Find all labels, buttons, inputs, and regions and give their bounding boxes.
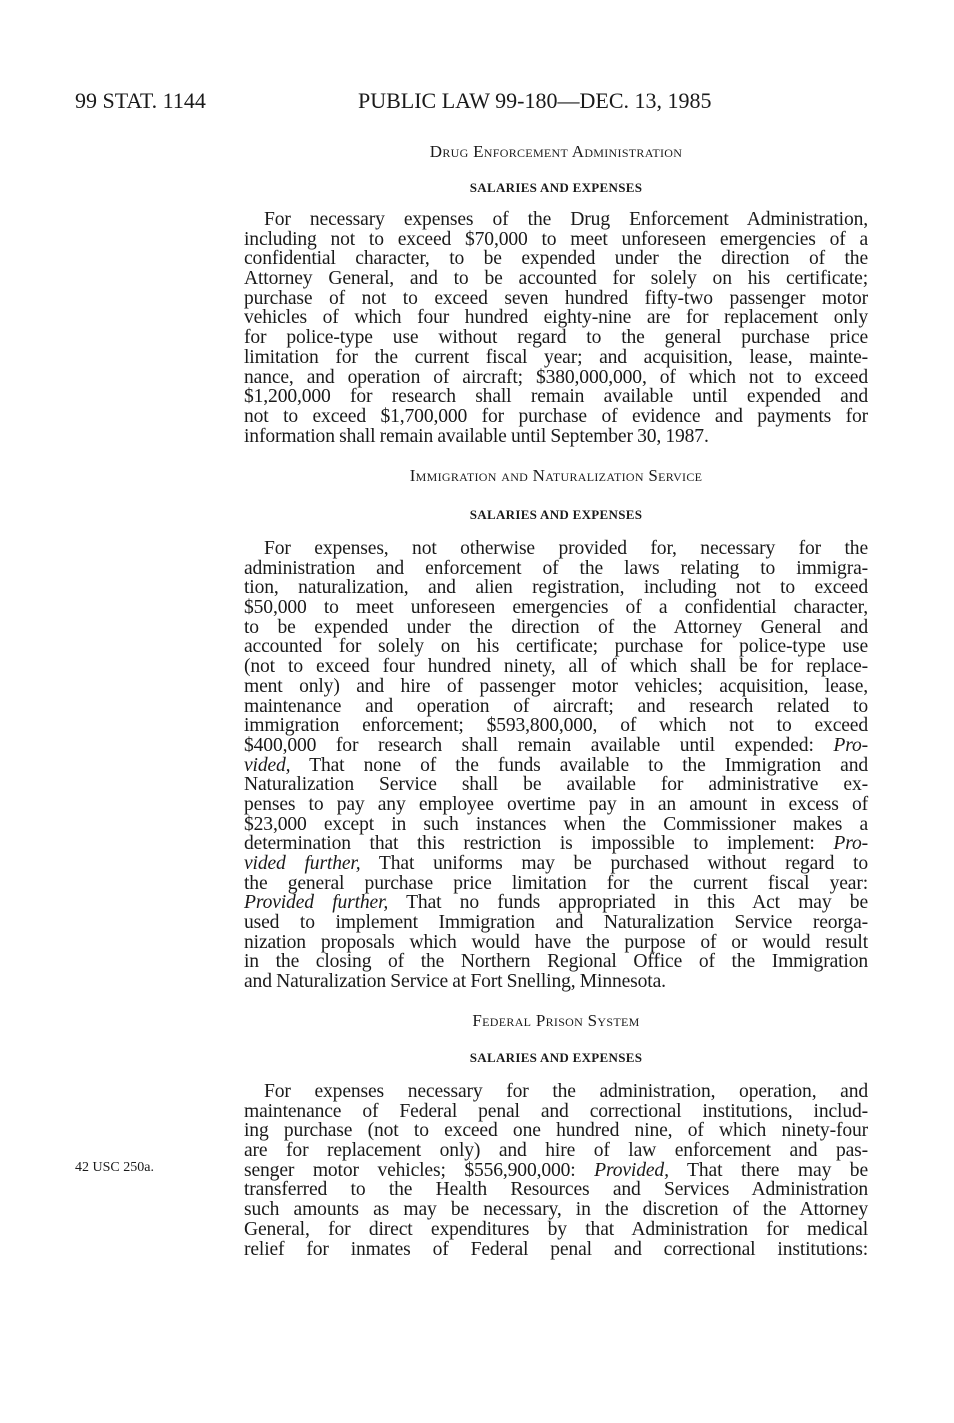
text-line: nance, and operation of aircraft; $380,000,000, of which not to exceed (244, 366, 868, 388)
italic-proviso: Provided, (594, 1159, 669, 1181)
text-segment: determination that this restriction is impossible to implement: (244, 833, 834, 855)
text-line: For expenses, not otherwise provided for, necessary for the (264, 538, 868, 559)
text-line: (not to exceed four hundred ninety, all of which shall be for replace- (244, 656, 868, 678)
text-line: administration and enforcement of the laws relating to immigra- (244, 557, 868, 579)
section-heading-text: Immigration and Naturalization Service (409, 466, 703, 485)
text-line: For necessary expenses of the Drug Enforcement Administration, (264, 209, 868, 230)
text-line: are for replacement only) and hire of law enforcement and pas- (244, 1140, 868, 1162)
text-line: General, for direct expenditures by that Administration for medical (244, 1218, 868, 1240)
margin-citation: 42 USC 250a. (75, 1160, 154, 1175)
italic-proviso: Pro- (833, 734, 868, 756)
text-line: relief for inmates of Federal penal and correctional institutions: (244, 1238, 868, 1260)
text-line: $1,200,000 for research shall remain available until expended and (244, 386, 868, 408)
section-paragraph (244, 210, 868, 446)
section-heading (244, 466, 868, 486)
italic-proviso: vided further, (244, 853, 361, 874)
text-line: not to exceed $1,700,000 for purchase of evidence and payments for (244, 405, 868, 427)
section-paragraph (244, 539, 868, 992)
text-line: maintenance of Federal penal and correctional institutions, includ- (244, 1100, 868, 1122)
text-line (244, 893, 868, 913)
text-line: confidential character, to be expended under the direction of the (244, 248, 868, 270)
italic-proviso: vided, (244, 754, 291, 776)
text-line: vehicles of which four hundred eighty-nine are for replacement only (244, 307, 868, 329)
text-line: information shall remain available until September 30, 1987. (244, 425, 709, 447)
text-line (244, 854, 868, 874)
text-line: including not to exceed $70,000 to meet unforeseen emergencies of a (244, 228, 868, 250)
text-line: tion, naturalization, and alien registration, including not to exceed (244, 577, 868, 599)
text-line: For expenses necessary for the administration, operation, and (264, 1081, 868, 1102)
text-line: Naturalization Service shall be available for administrative ex- (244, 774, 868, 796)
text-segment: senger motor vehicles; $556,900,000: (244, 1159, 595, 1181)
section-heading (244, 1011, 868, 1031)
text-line: ing purchase (not to exceed one hundred nine, of which ninety-four (244, 1120, 868, 1142)
section-subheading: SALARIES AND EXPENSES (469, 507, 643, 522)
text-line: immigration enforcement; $593,800,000, of which not to exceed (244, 715, 868, 737)
italic-proviso: Provided further, (244, 892, 389, 914)
section-subheading: SALARIES AND EXPENSES (469, 180, 643, 195)
text-line: used to implement Immigration and Naturalization Service reorga- (244, 912, 868, 934)
text-line: nization proposals which would have the purpose of or would result (244, 931, 868, 953)
text-line: ment only) and hire of passenger motor vehicles; acquisition, lease, (244, 675, 868, 697)
text-segment: That uniforms may be purchased without regard to (360, 853, 868, 874)
italic-proviso: Pro- (833, 833, 868, 855)
text-line: such amounts as may be necessary, in the discretion of the Attorney (244, 1199, 868, 1221)
text-line: accounted for solely on his certificate; purchase for police-type use (244, 636, 868, 658)
text-line: $23,000 except in such instances when the Commissioner makes a (244, 813, 868, 835)
text-segment: $400,000 for research shall remain available until expended: (244, 734, 834, 756)
section-heading-text: Federal Prison System (472, 1011, 640, 1030)
section-subheading: SALARIES AND EXPENSES (469, 1050, 643, 1065)
running-head-title: PUBLIC LAW 99-180—DEC. 13, 1985 (358, 88, 712, 113)
text-line: maintenance and operation of aircraft; and research related to (244, 695, 868, 717)
statute-page-number: 99 STAT. 1144 (75, 88, 206, 113)
section-heading (244, 142, 868, 162)
text-line: the general purchase price limitation for the current fiscal year: (244, 872, 868, 894)
text-line: transferred to the Health Resources and Services Administration (244, 1179, 868, 1201)
text-line: for police-type use without regard to the general purchase price (244, 327, 868, 349)
text-line: $50,000 to meet unforeseen emergencies of a confidential character, (244, 597, 868, 619)
text-line: Attorney General, and to be accounted for solely on his certificate; (244, 268, 868, 290)
section-heading-text: Drug Enforcement Administration (429, 142, 683, 161)
text-line (244, 736, 868, 756)
text-line: in the closing of the Northern Regional Office of the Immigration (244, 951, 868, 973)
text-line: limitation for the current fiscal year; and acquisition, lease, mainte- (244, 346, 868, 368)
text-line: purchase of not to exceed seven hundred fifty-two passenger motor (244, 287, 868, 309)
text-segment: That no funds appropriated in this Act may be (388, 892, 868, 914)
text-line (244, 834, 868, 854)
section-paragraph (244, 1082, 868, 1259)
text-line: penses to pay any employee overtime pay in an amount in excess of (244, 793, 868, 815)
text-line (244, 1161, 868, 1181)
text-segment: That none of the funds available to the Immigration and (290, 754, 868, 776)
text-segment: That there may be (668, 1159, 868, 1181)
text-line (244, 756, 868, 776)
text-line: to be expended under the direction of the Attorney General and (244, 616, 868, 638)
text-line: and Naturalization Service at Fort Snelling, Minnesota. (244, 971, 666, 993)
